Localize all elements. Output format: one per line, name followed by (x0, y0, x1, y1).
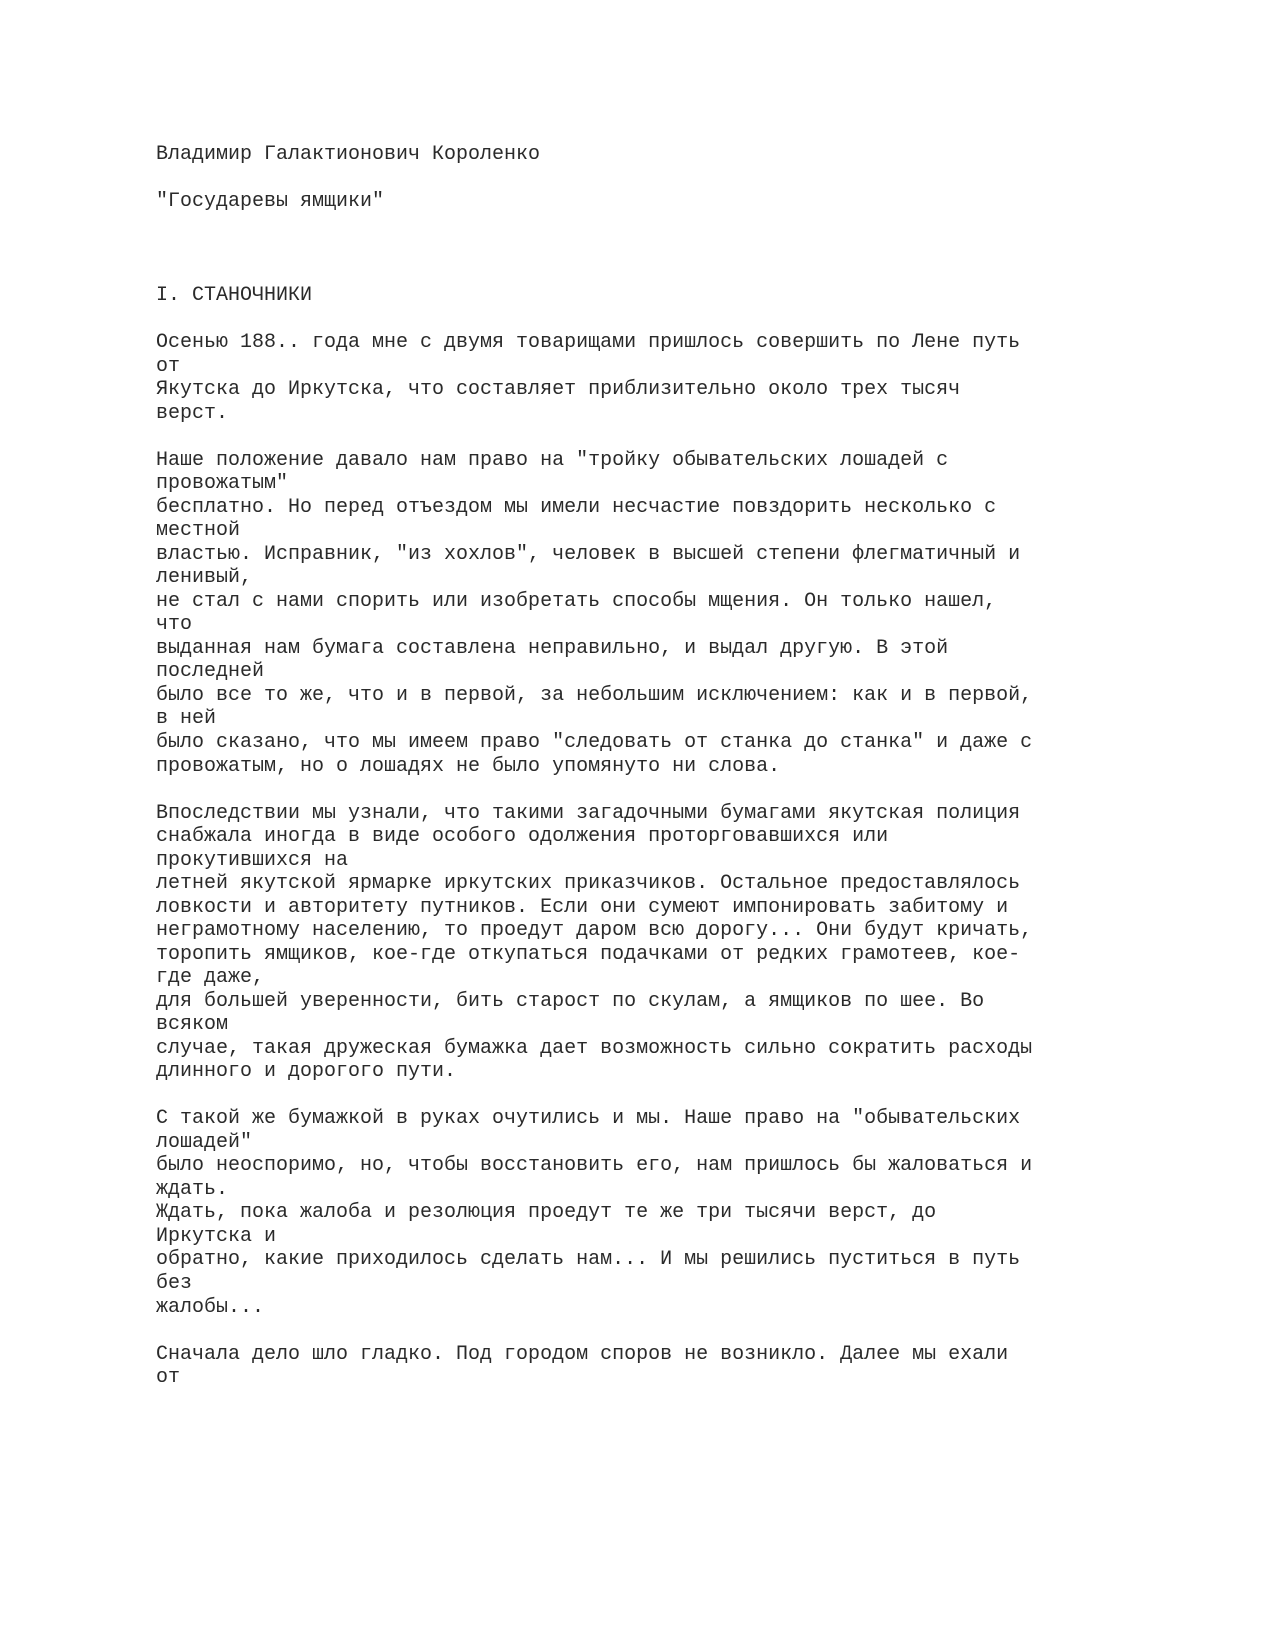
text-line: от (156, 1366, 181, 1389)
text-line: местной (156, 519, 241, 542)
text-line: не стал с нами спорить или изобретать способы мщения. Он только нашел, (156, 590, 997, 613)
text-line: неграмотному населению, то проедут даром всю дорогу... Они будут кричать, (156, 919, 1033, 942)
text-line: последней (156, 660, 265, 683)
text-line: Сначала дело шло гладко. Под городом споров не возникло. Далее мы ехали (156, 1343, 1009, 1366)
text-line: ловкости и авторитету путников. Если они сумеют импонировать забитому и (156, 896, 1009, 919)
text-line: торопить ямщиков, кое-где откупаться подачками от редких грамотеев, кое- (156, 943, 1021, 966)
text-line: всяком (156, 1013, 229, 1036)
text-line: верст. (156, 402, 229, 425)
text-line: было все то же, что и в первой, за небольшим исключением: как и в первой, (156, 684, 1033, 707)
text-line: провожатым, но о лошадях не было упомянуто ни слова. (156, 755, 781, 778)
text-line: без (156, 1272, 193, 1295)
section-heading: I. СТАНОЧНИКИ (156, 284, 313, 307)
text-line: прокутившихся на (156, 849, 349, 872)
text-line: провожатым" (156, 472, 289, 495)
text-line: в ней (156, 707, 217, 730)
text-line: было сказано, что мы имеем право "следовать от станка до станка" и даже с (156, 731, 1033, 754)
text-line: где даже, (156, 966, 265, 989)
text-line: для большей уверенности, бить старост по скулам, а ямщиков по шее. Во (156, 990, 985, 1013)
text-line: властью. Исправник, "из хохлов", человек в высшей степени флегматичный и (156, 543, 1021, 566)
text-line: обратно, какие приходилось сделать нам... И мы решились пуститься в путь (156, 1248, 1021, 1271)
text-line: Ждать, пока жалоба и резолюция проедут те же три тысячи верст, до (156, 1201, 937, 1224)
text-line: жалобы... (156, 1296, 265, 1319)
text-line: бесплатно. Но перед отъездом мы имели несчастие повздорить несколько с (156, 496, 997, 519)
text-line: выданная нам бумага составлена неправильно, и выдал другую. В этой (156, 637, 949, 660)
text-line: случае, такая дружеская бумажка дает возможность сильно сократить расходы (156, 1037, 1033, 1060)
story-title: "Государевы ямщики" (156, 190, 385, 213)
text-line: Осенью 188.. года мне с двумя товарищами пришлось совершить по Лене путь (156, 331, 1021, 354)
text-line: Якутска до Иркутска, что составляет приблизительно около трех тысяч (156, 378, 961, 401)
text-line: ждать. (156, 1178, 229, 1201)
text-line: что (156, 613, 193, 636)
author-name: Владимир Галактионович Короленко (156, 143, 541, 166)
text-line: лошадей" (156, 1131, 253, 1154)
text-line: снабжала иногда в виде особого одолжения проторговавшихся или (156, 825, 889, 848)
text-line: ленивый, (156, 566, 253, 589)
text-line: Иркутска и (156, 1225, 277, 1248)
text-line: Наше положение давало нам право на "тройку обывательских лошадей с (156, 449, 949, 472)
text-line: летней якутской ярмарке иркутских приказчиков. Остальное предоставлялось (156, 872, 1021, 895)
text-line: длинного и дорогого пути. (156, 1060, 457, 1083)
text-line: от (156, 355, 181, 378)
text-line: Впоследствии мы узнали, что такими загадочными бумагами якутская полиция (156, 802, 1021, 825)
text-line: С такой же бумажкой в руках очутились и мы. Наше право на "обывательских (156, 1107, 1021, 1130)
text-line: было неоспоримо, но, чтобы восстановить его, нам пришлось бы жаловаться и (156, 1154, 1033, 1177)
